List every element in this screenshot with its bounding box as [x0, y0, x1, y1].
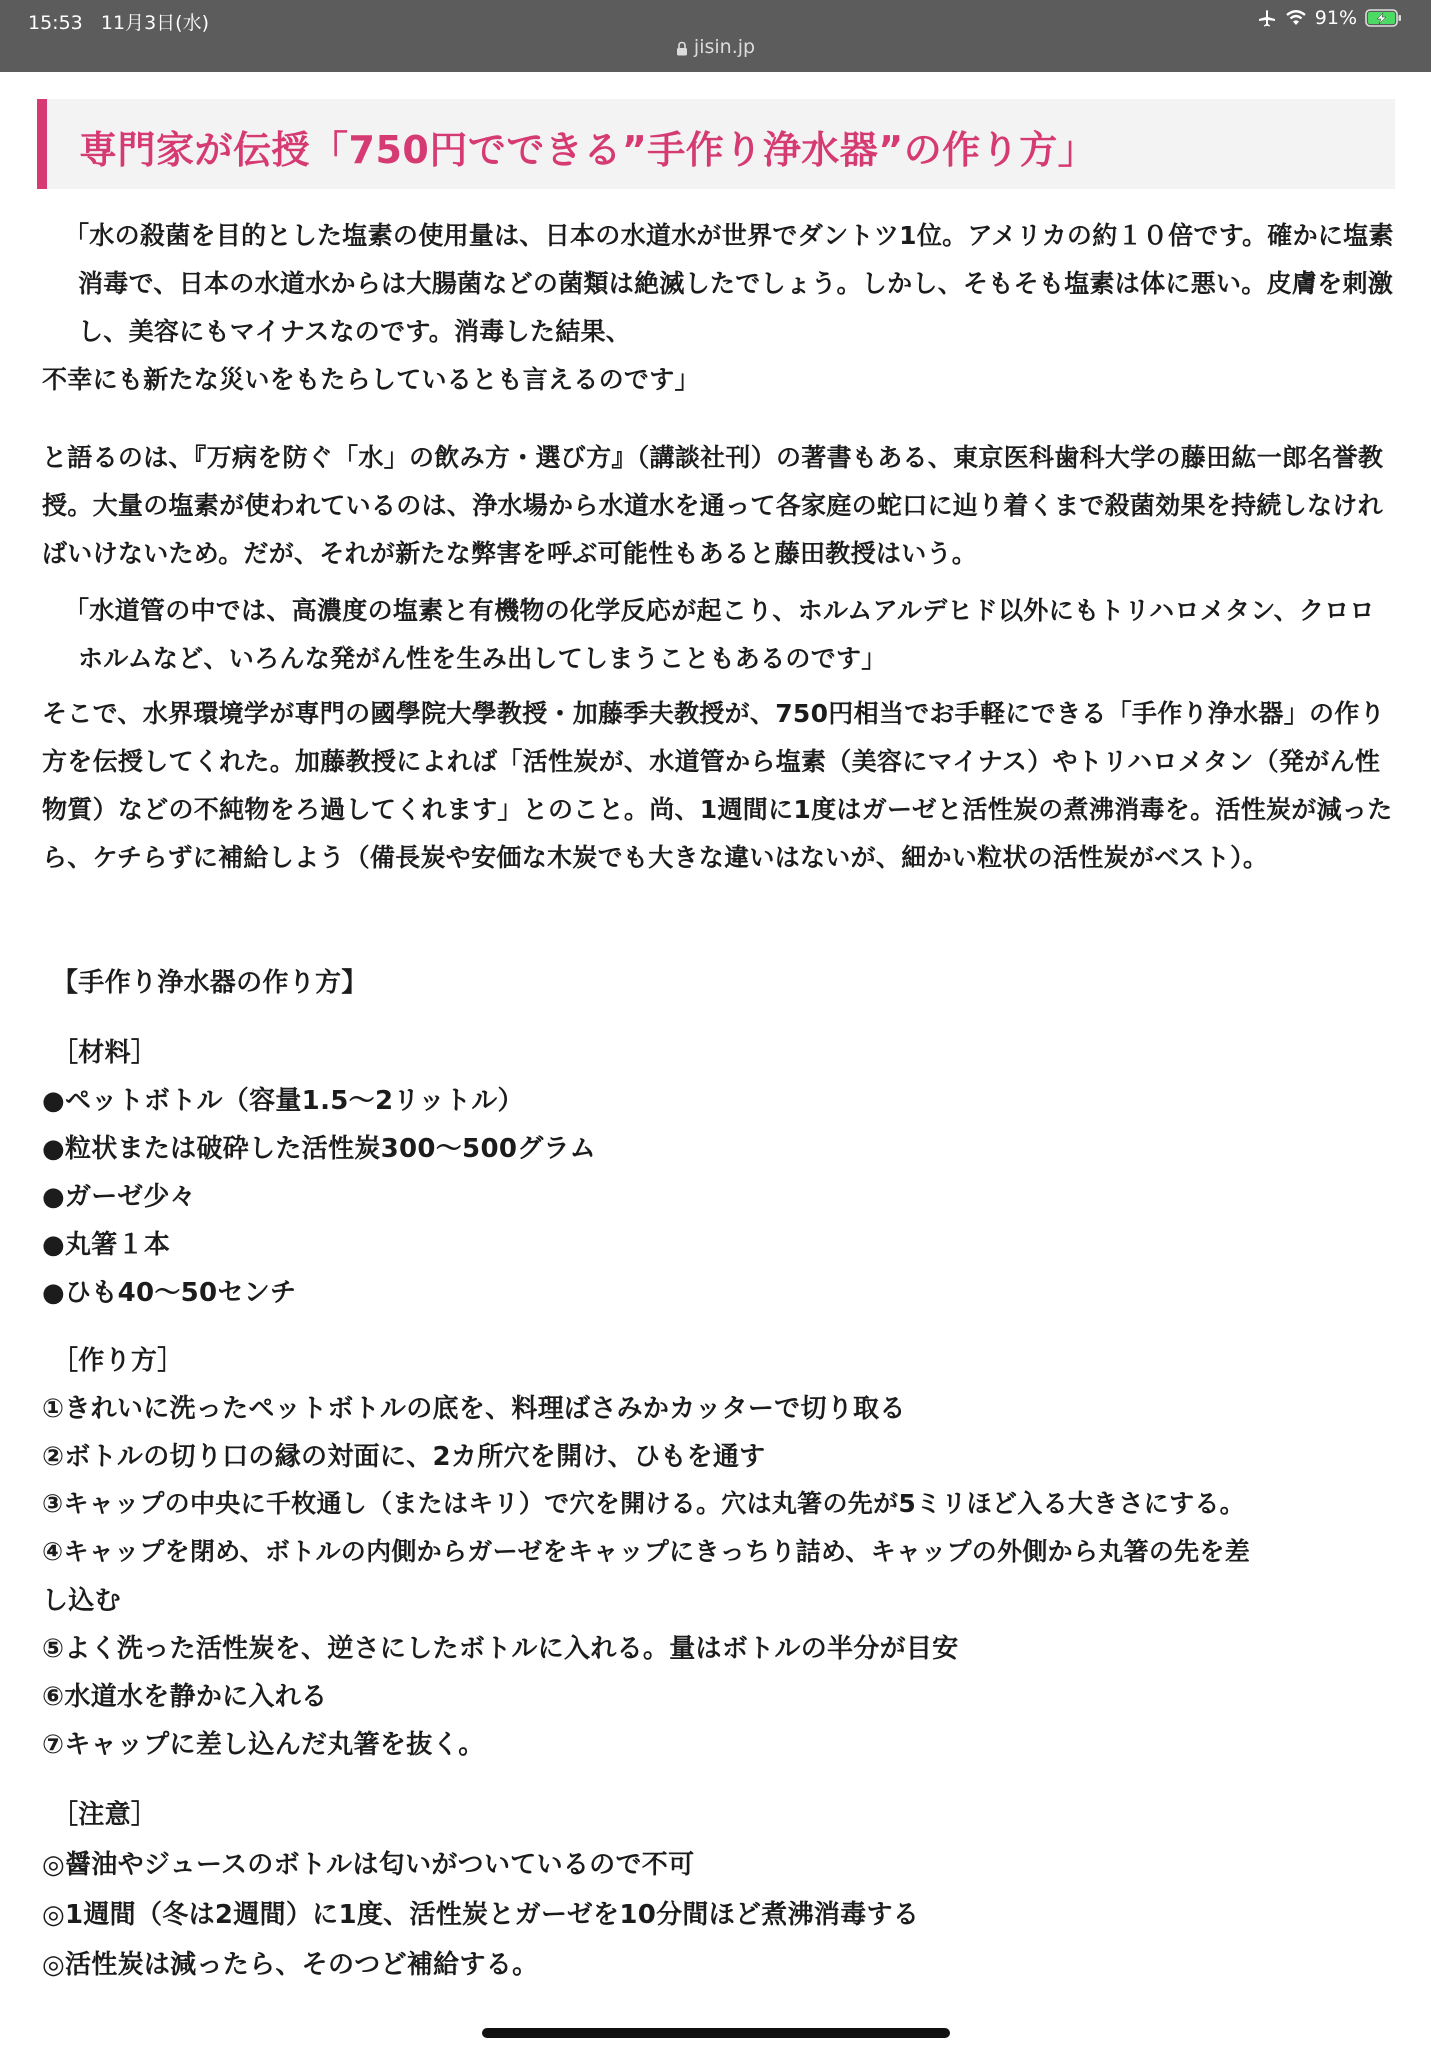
article-title-box: [37, 99, 1395, 189]
paragraph-3: 「水道管の中では、高濃度の塩素と有機物の化学反応が起こり、ホルムアルデヒド以外にもトリハロメタン、クロロホルムなど、いろんな発がん性を生み出してしまうこともあるのです」: [64, 596, 1375, 673]
status-time: [28, 8, 209, 35]
airplane-icon: [1257, 8, 1277, 28]
status-indicators: [1257, 7, 1403, 29]
materials-heading: ［材料］: [52, 1038, 158, 1068]
steps-heading: ［作り方］: [52, 1346, 184, 1376]
home-indicator[interactable]: [482, 2028, 950, 2038]
list-item: ②ボトルの切り口の縁の対面に、2カ所穴を開け、ひもを通す: [42, 1442, 766, 1472]
section-title: 【手作り浄水器の作り方】: [52, 968, 368, 998]
list-item: ●粒状または破砕した活性炭300〜500グラム: [42, 1134, 596, 1164]
article-title: 専門家が伝授「750円でできる”手作り浄水器”の作り方」: [79, 128, 1097, 172]
notes-heading: ［注意］: [52, 1800, 158, 1830]
date: 11月3日(水): [100, 12, 209, 34]
paragraph-4: そこで、水界環境学が専門の國學院大學教授・加藤季夫教授が、750円相当でお手軽にできる「手作り浄水器」の作り方を伝授してくれた。加藤教授によれば「活性炭が、水道管から塩素（美容にマイナス）やトリハロメタン（発がん性物質）などの不純物をろ過してくれます」とのこと。尚、1週間に1度はガーゼと活性炭の煮沸消毒を。活性炭が減ったら、ケチらずに補給しよう（備長炭や安価な木炭でも大きな違いはないが、細かい粒状の活性炭がベスト）。: [42, 699, 1393, 872]
list-item: ◎醤油やジュースのボトルは匂いがついているので不可: [42, 1850, 695, 1880]
paragraph-1-end: 不幸にも新たな災いをもたらしているとも言えるのです」: [42, 365, 700, 394]
list-item: ⑦キャップに差し込んだ丸箸を抜く。: [42, 1730, 485, 1760]
url-text: jisin.jp: [693, 36, 756, 58]
list-item: ●丸箸１本: [42, 1230, 171, 1260]
list-item: ●ペットボトル（容量1.5〜2リットル）: [42, 1086, 524, 1116]
list-item: ⑤よく洗った活性炭を、逆さにしたボトルに入れる。量はボトルの半分が目安: [42, 1634, 959, 1664]
paragraph-1: 「水の殺菌を目的とした塩素の使用量は、日本の水道水が世界でダントツ1位。アメリカの約１０倍です。確かに塩素消毒で、日本の水道水からは大腸菌などの菌類は絶滅したでしょう。しかし、そもそも塩素は体に悪い。皮膚を刺激し、美容にもマイナスなのです。消毒した結果、: [64, 221, 1394, 346]
list-item: ◎活性炭は減ったら、そのつど補給する。: [42, 1950, 539, 1980]
list-item: ●ガーゼ少々: [42, 1182, 196, 1212]
list-item: ◎1週間（冬は2週間）に1度、活性炭とガーゼを10分間ほど煮沸消毒する: [42, 1900, 920, 1930]
list-item: し込む: [42, 1586, 121, 1616]
list-item: ●ひも40〜50センチ: [42, 1278, 297, 1308]
list-item: ④キャップを閉め、ボトルの内側からガーゼをキャップにきっちり詰め、キャップの外側から丸箸の先を差: [42, 1537, 1251, 1566]
wifi-icon: [1285, 9, 1307, 27]
list-item: ③キャップの中央に千枚通し（またはキリ）で穴を開ける。穴は丸箸の先が5ミリほど入る大きさにする。: [42, 1489, 1245, 1518]
status-bar: [0, 0, 1431, 72]
address-bar[interactable]: [0, 36, 1431, 58]
battery-percent: 91%: [1314, 7, 1357, 29]
battery-charging-icon: [1365, 8, 1403, 28]
clock: 15:53: [28, 12, 83, 34]
lock-icon: [676, 41, 688, 56]
paragraph-2: と語るのは、『万病を防ぐ「水」の飲み方・選び方』（講談社刊）の著書もある、東京医科歯科大学の藤田紘一郎名誉教授。大量の塩素が使われているのは、浄水場から水道水を通って各家庭の蛇口に辿り着くまで殺菌効果を持続しなければいけないため。だが、それが新たな弊害を呼ぶ可能性もあると藤田教授はいう。: [42, 443, 1384, 568]
list-item: ①きれいに洗ったペットボトルの底を、料理ばさみかカッターで切り取る: [42, 1394, 906, 1424]
list-item: ⑥水道水を静かに入れる: [42, 1682, 328, 1712]
